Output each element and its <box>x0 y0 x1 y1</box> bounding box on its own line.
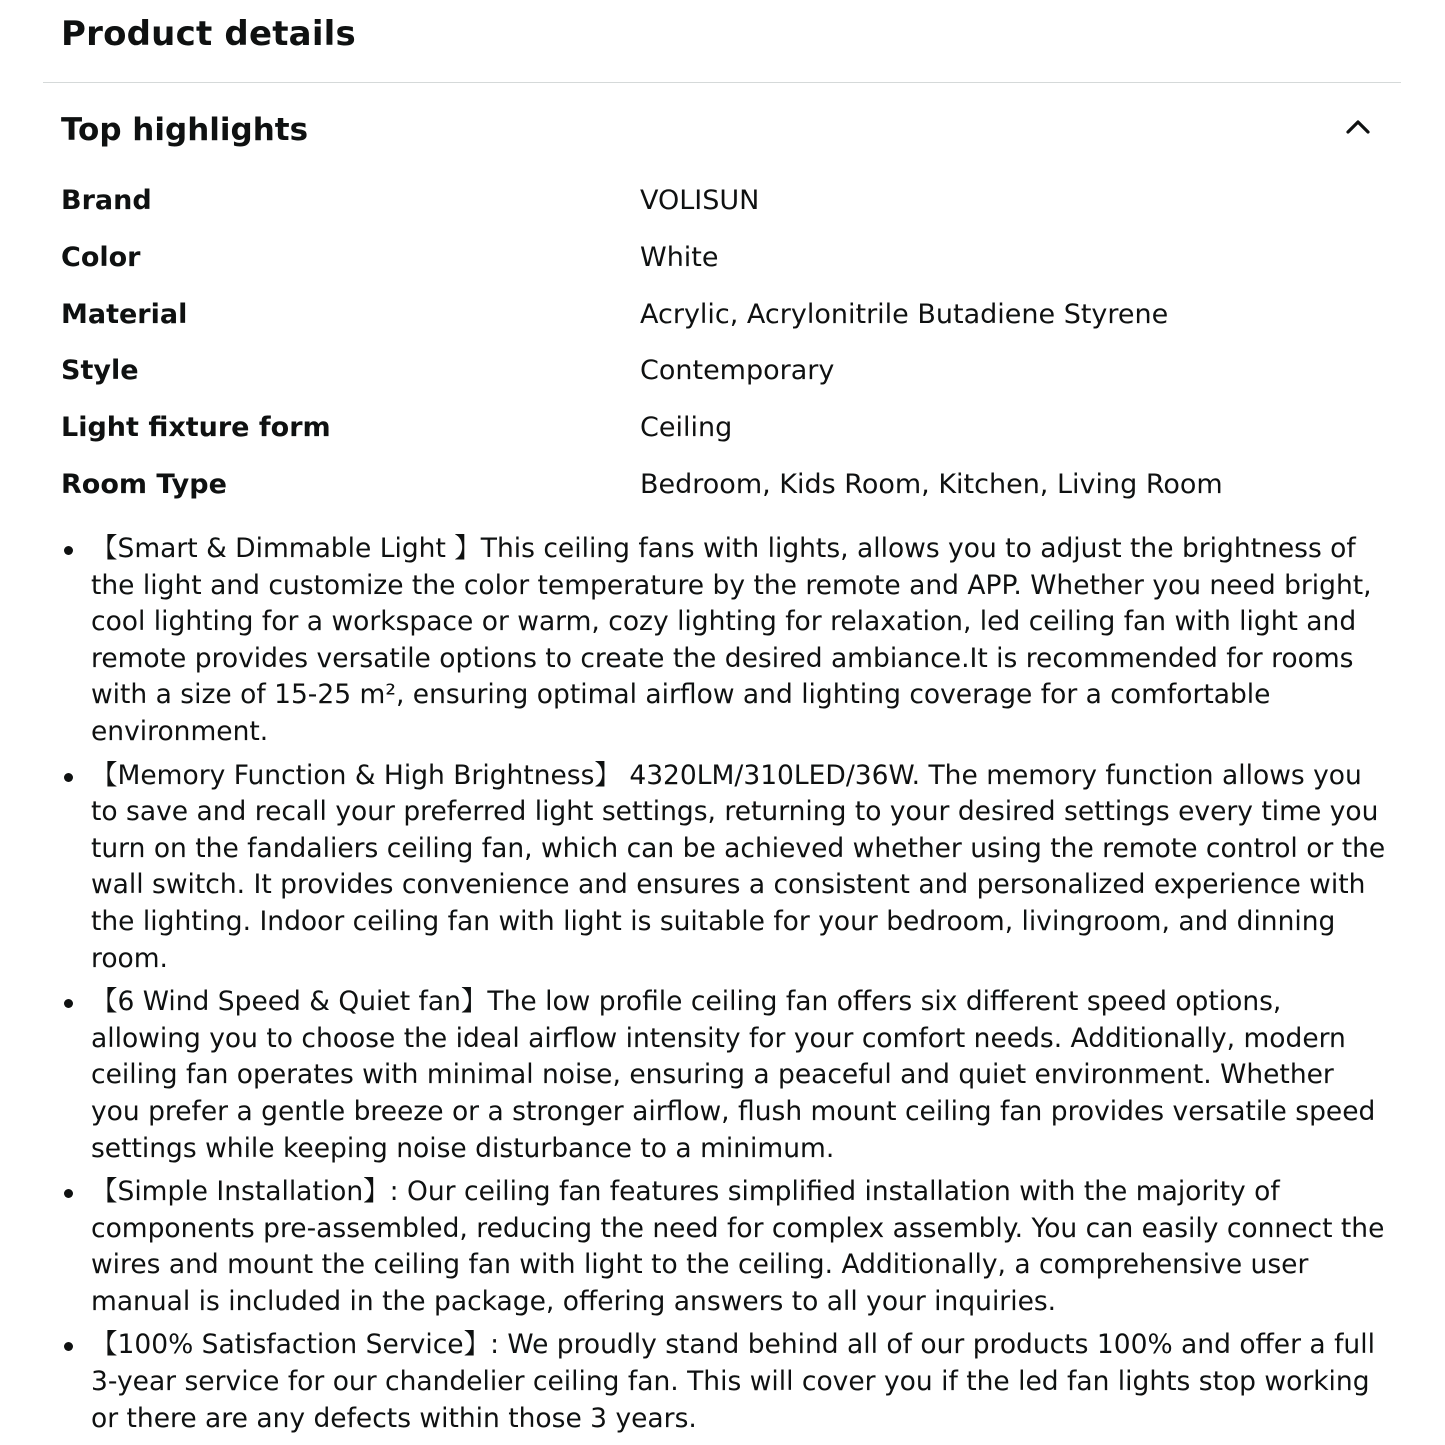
bullet-dot-icon <box>64 1189 73 1198</box>
spec-row-brand <box>61 177 1381 234</box>
spec-key: Style <box>61 355 139 387</box>
spec-key: Material <box>61 298 188 330</box>
spec-row-color <box>61 234 1381 291</box>
spec-value: VOLISUN <box>640 185 760 216</box>
spec-key: Brand <box>61 185 152 216</box>
spec-row-style <box>61 347 1381 404</box>
spec-value: White <box>640 241 719 273</box>
spec-value: Bedroom, Kids Room, Kitchen, Living Room <box>640 468 1223 500</box>
bullet-text: 【6 Wind Speed & Quiet fan】The low profile ceiling fan offers six different speed options, allowing you to choose the ideal airflow intensity for your comfort needs. Additionally, modern ceiling fan operates with minimal noise, ensuring a peaceful and quiet environment. Whether you prefer a gentle breeze or a stronger airflow, flush mount ceiling fan provides versatile speed settings while keeping noise disturbance to a minimum. <box>91 986 1376 1164</box>
page-title: Product details <box>61 14 356 54</box>
spec-row-light-fixture-form <box>61 404 1381 461</box>
bullet-text: 【Simple Installation】: Our ceiling fan features simplified installation with the majority of components pre-assembled, reducing the need for complex assembly. You can easily connect the wires and mount the ceiling fan with light to the ceiling. Additionally, a comprehensive user manual is included in the package, offering answers to all your inquiries. <box>91 1176 1385 1317</box>
bullet-dot-icon <box>64 999 73 1008</box>
bullet-text: 【Smart & Dimmable Light 】This ceiling fans with lights, allows you to adjust the brightness of the light and customize the color temperature by the remote and APP. Whether you need bright, cool lighting for a workspace or warm, cozy lighting for relaxation, led ceiling fan with light and remote provides versatile options to create the desired ambiance.It is recommended for rooms with a size of 15-25 m², ensuring optimal airflow and lighting coverage for a comfortable environment. <box>91 533 1372 747</box>
spec-value: Acrylic, Acrylonitrile Butadiene Styrene <box>640 298 1169 330</box>
spec-row-room-type <box>61 461 1381 518</box>
list-item <box>91 531 1386 751</box>
section-title: Top highlights <box>61 112 309 148</box>
list-item <box>91 1327 1386 1437</box>
top-highlights-header[interactable] <box>61 108 1381 158</box>
bullet-dot-icon <box>64 773 73 782</box>
list-item <box>91 984 1386 1167</box>
spec-value: Contemporary <box>640 355 835 387</box>
spec-table <box>61 177 1381 518</box>
bullet-text: 【Memory Function & High Brightness】 4320LM/310LED/36W. The memory function allows you to save and recall your preferred light settings, returning to your desired settings every time you turn on the fandaliers ceiling fan, which can be achieved whether using the remote control or the wall switch. It provides convenience and ensures a consistent and personalized experience with the lighting. Indoor ceiling fan with light is suitable for your bedroom, livingroom, and dinning room. <box>91 759 1386 974</box>
bullet-dot-icon <box>64 1342 73 1351</box>
divider <box>43 82 1401 83</box>
chevron-up-icon[interactable] <box>1343 112 1373 142</box>
list-item <box>91 758 1386 978</box>
bullet-text: 【100% Satisfaction Service】: We proudly stand behind all of our products 100% and offer a full 3-year service for our chandelier ceiling fan. This will cover you if the led fan lights stop working or there are any defects within those 3 years. <box>91 1329 1375 1434</box>
spec-key: Room Type <box>61 468 227 500</box>
list-item <box>91 1174 1386 1320</box>
spec-key: Light fixture form <box>61 412 331 444</box>
spec-key: Color <box>61 241 141 273</box>
bullet-dot-icon <box>64 546 73 555</box>
spec-value: Ceiling <box>640 412 733 444</box>
spec-row-material <box>61 291 1381 348</box>
feature-bullet-list <box>91 531 1386 1444</box>
